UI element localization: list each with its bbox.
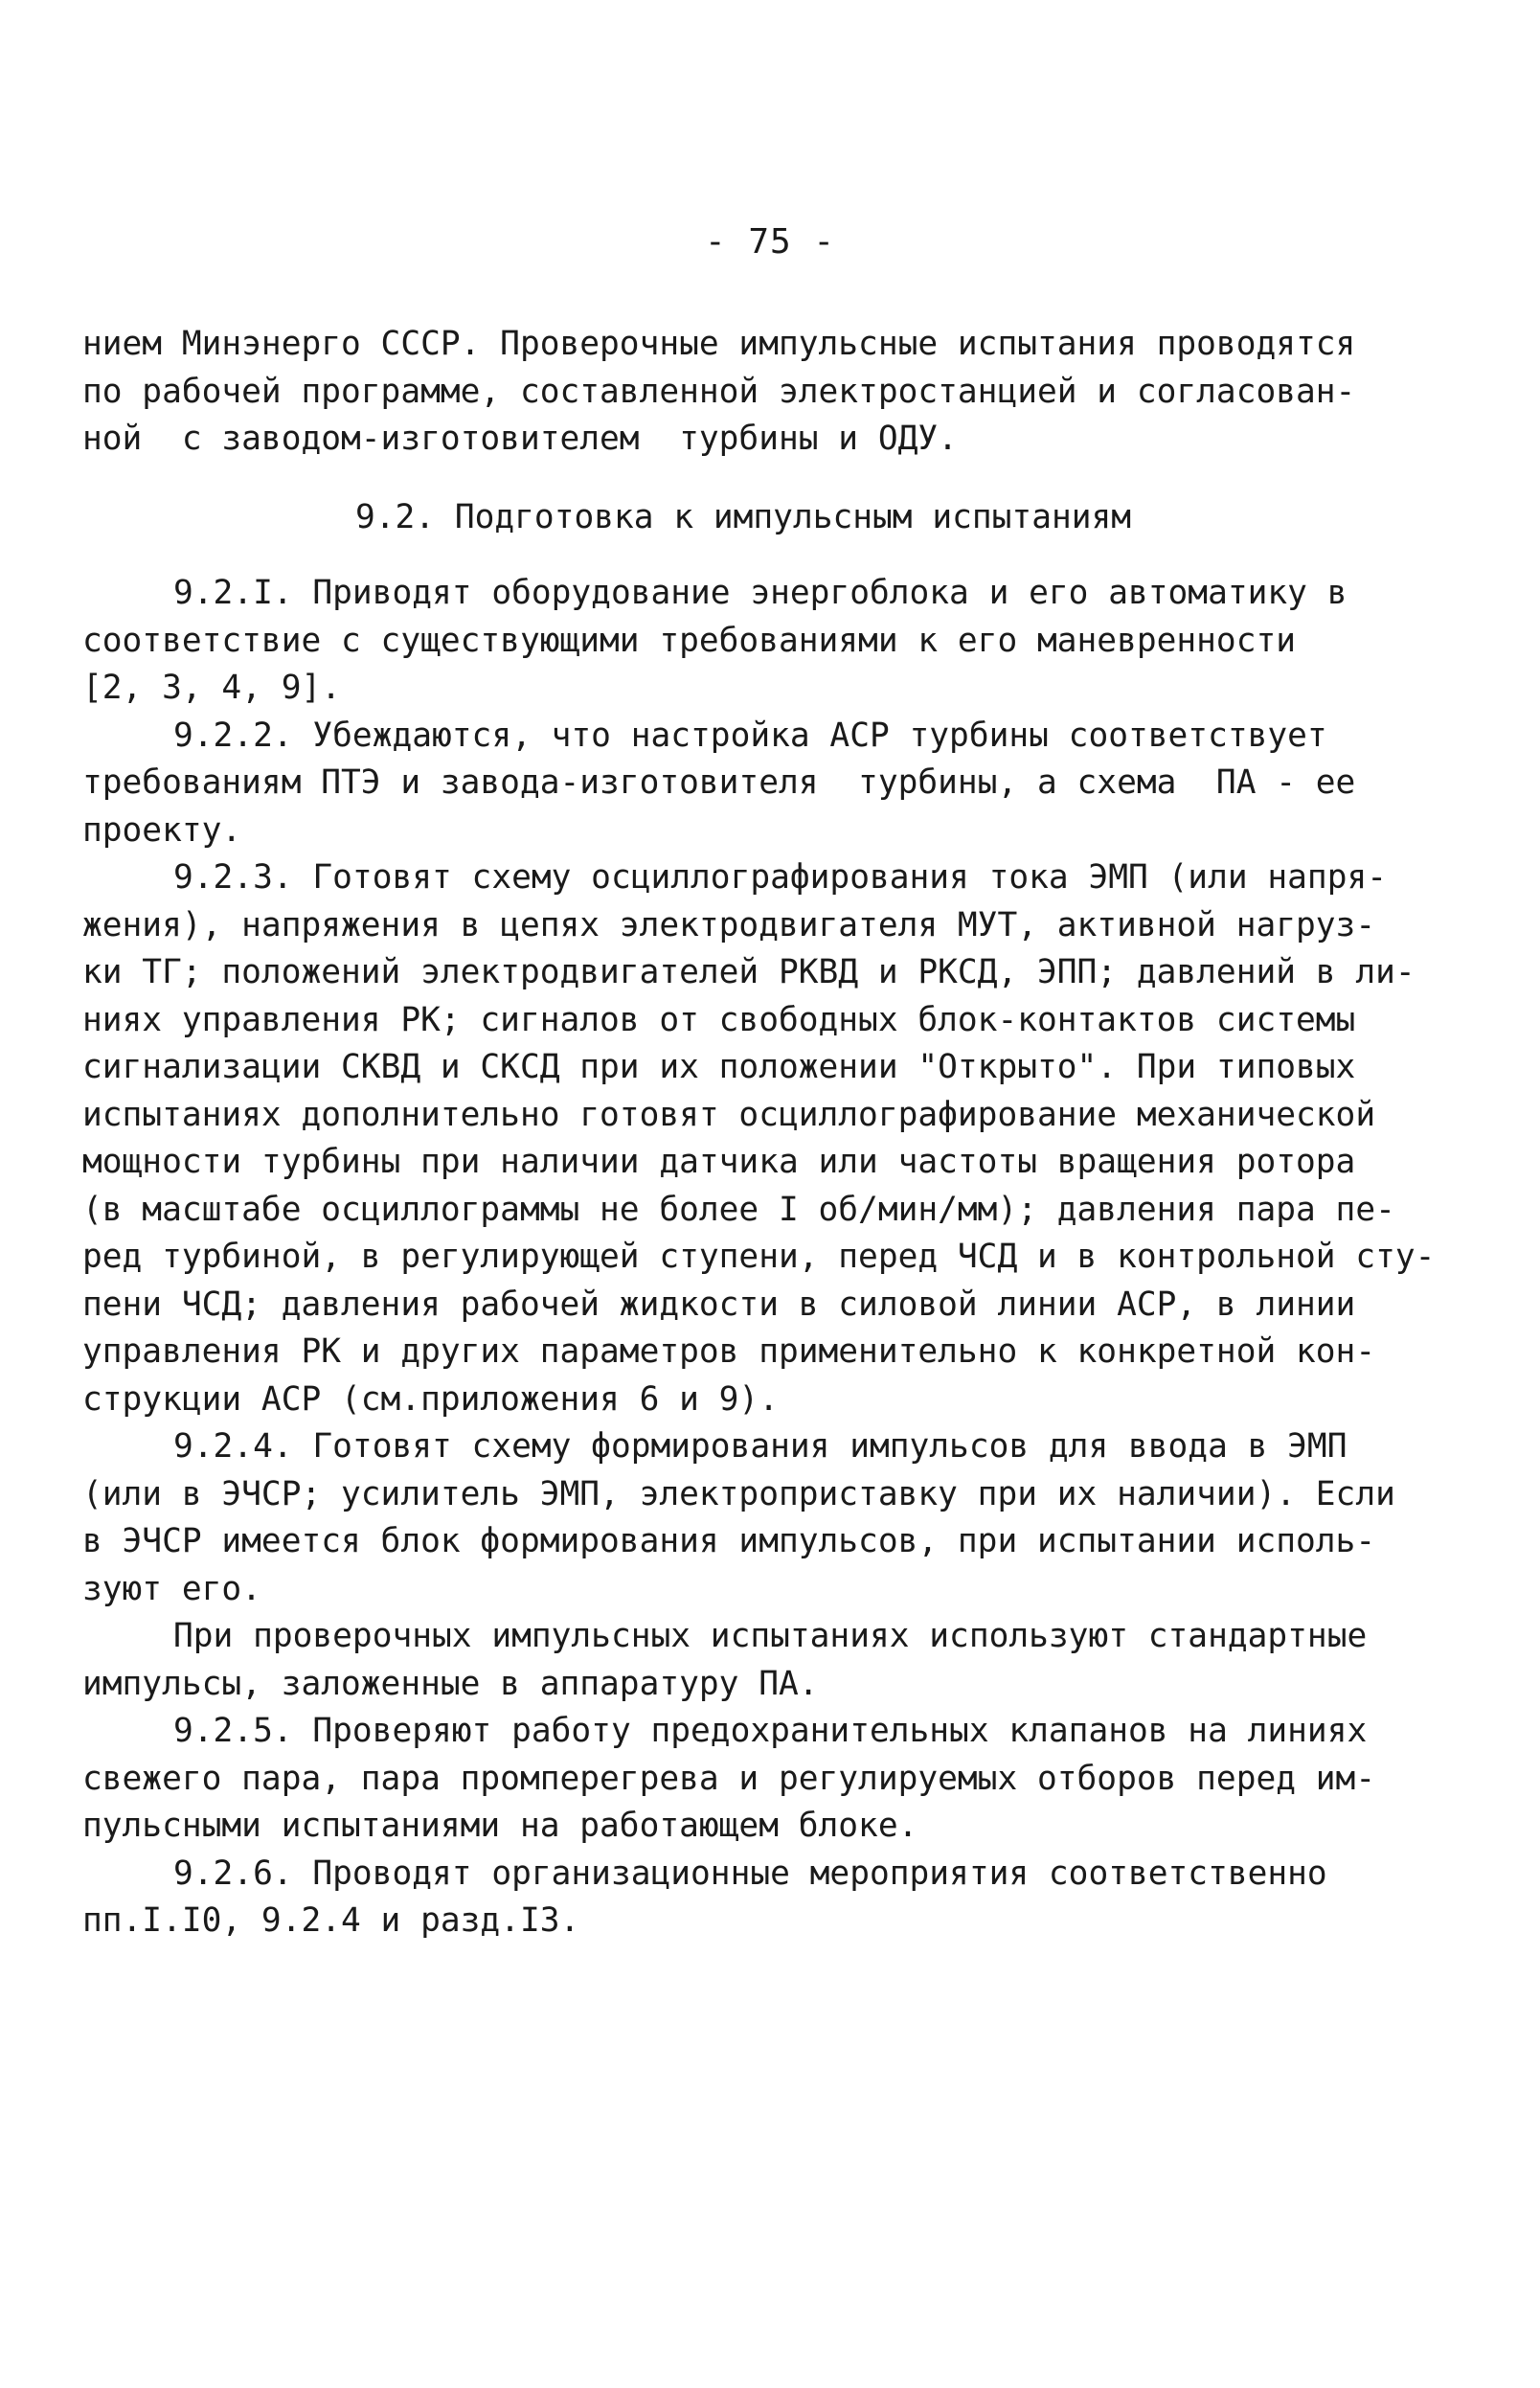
paragraph-start: При проверочных импульсных испытаниях используют стандартные [173,1617,1368,1655]
text-line: струкции АСР (см.приложения 6 и 9). [82,1379,779,1419]
paragraph-start: 9.2.3. Готовят схему осциллографирования тока ЭМП (или напря- [173,858,1388,897]
paragraph-start: 9.2.2. Убеждаются, что настройка АСР турбины соответствует [173,716,1327,755]
paragraph-start: 9.2.4. Готовят схему формирования импульсов для ввода в ЭМП [173,1427,1348,1466]
text-line: импульсы, заложенные в аппаратуру ПА. [82,1664,819,1703]
text-line: в ЭЧСР имеется блок формирования импульсов, при испытании исполь- [82,1522,1376,1560]
text-line: (или в ЭЧСР; усилитель ЭМП, электроприставку при их наличии). Если [82,1474,1395,1513]
text-line: по рабочей программе, составленной электростанцией и согласован- [82,372,1356,411]
text-line: мощности турбины при наличии датчика или частоты вращения ротора [82,1143,1356,1181]
text-line: ниях управления РК; сигналов от свободных блок-контактов системы [82,1000,1356,1039]
text-line: сигнализации СКВД и СКСД при их положении "Открыто". При типовых [82,1048,1356,1086]
text-line: пп.I.I0, 9.2.4 и разд.I3. [82,1901,580,1940]
text-line: [2, 3, 4, 9]. [82,669,342,707]
text-line: (в масштабе осциллограммы не более I об/мин/мм); давления пара пе- [82,1190,1395,1229]
text-line: ки ТГ; положений электродвигателей РКВД и РКСД, ЭПП; давлений в ли- [82,953,1415,991]
text-line: ред турбиной, в регулирующей ступени, перед ЧСД и в контрольной сту- [82,1238,1436,1276]
text-line: испытаниях дополнительно готовят осциллографирование механической [82,1095,1376,1134]
text-line: управления РК и других параметров применительно к конкретной кон- [82,1332,1376,1371]
page-number: - 75 - [704,222,836,262]
text-line: зуют его. [82,1569,261,1608]
paragraph-start: 9.2.5. Проверяют работу предохранительных клапанов на линиях [173,1712,1368,1750]
text-line: требованиям ПТЭ и завода-изготовителя турбины, а схема ПА - ее [82,763,1356,802]
text-line: пульсными испытаниями на работающем блоке. [82,1807,918,1845]
paragraph-start: 9.2.6. Проводят организационные мероприятия соответственно [173,1854,1327,1893]
text-line: соответствие с существующими требованиями к его маневренности [82,621,1297,660]
text-line: свежего пара, пара промперегрева и регулируемых отборов перед им- [82,1759,1376,1798]
section-heading: 9.2. Подготовка к импульсным испытаниям [355,497,1132,536]
body-text [82,321,1436,1945]
text-line: жения), напряжения в цепях электродвигателя МУТ, активной нагруз- [82,905,1376,944]
text-line: нием Минэнерго СССР. Проверочные импульсные испытания проводятся [82,325,1356,363]
text-line: ной с заводом-изготовителем турбины и ОДУ. [82,420,958,458]
text-line: пени ЧСД; давления рабочей жидкости в силовой линии АСР, в линии [82,1285,1356,1324]
paragraph-start: 9.2.I. Приводят оборудование энергоблока и его автоматику в [173,574,1348,612]
text-line: проекту. [82,810,242,850]
